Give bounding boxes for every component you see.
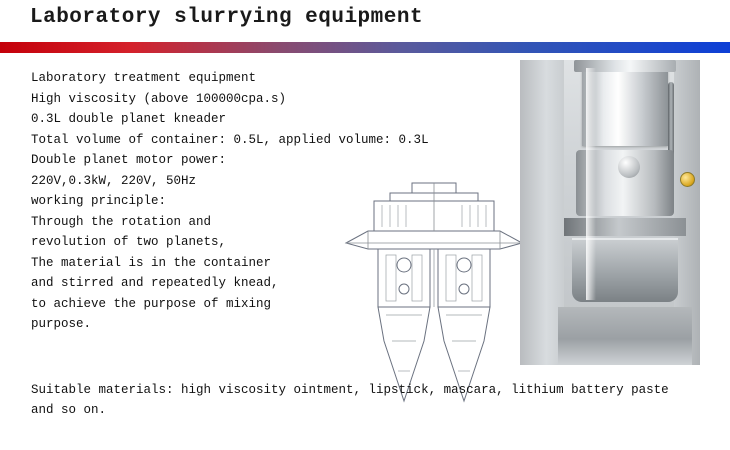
color-divider-bar <box>0 42 730 53</box>
body-line: Total volume of container: 0.5L, applied volume: 0.3L <box>31 132 429 147</box>
machine-pressure-gauge <box>680 172 695 187</box>
footer-line: and so on. <box>31 403 107 417</box>
body-line: 220V,0.3kW, 220V, 50Hz <box>31 173 197 188</box>
body-line: revolution of two planets, <box>31 235 227 249</box>
photo-glare-highlight <box>586 68 596 300</box>
footer-line: Suitable materials: high viscosity ointment, lipstick, mascara, lithium battery paste <box>31 383 669 397</box>
machine-clamp-ring <box>564 218 686 236</box>
body-line: Double planet motor power: <box>31 153 227 167</box>
machine-base-frame <box>558 307 692 365</box>
body-line: 0.3L double planet kneader <box>31 112 227 126</box>
body-line: The material is in the container <box>31 255 272 270</box>
body-line: purpose. <box>31 317 92 331</box>
body-text-block <box>31 68 429 335</box>
body-line: High viscosity (above 100000cpa.s) <box>31 91 287 106</box>
body-line: working principle: <box>31 194 167 208</box>
laboratory-kneader-photo <box>520 60 700 365</box>
body-line: to achieve the purpose of mixing <box>31 296 272 311</box>
body-line: Through the rotation and <box>31 214 212 229</box>
footer-text-block <box>31 380 701 420</box>
figure-area <box>330 60 710 370</box>
body-line: Laboratory treatment equipment <box>31 71 257 85</box>
page-title: Laboratory slurrying equipment <box>30 6 424 29</box>
body-line: and stirred and repeatedly knead, <box>31 276 279 290</box>
machine-adjust-knob <box>618 156 640 178</box>
double-planet-kneader-line-drawing <box>338 165 530 405</box>
